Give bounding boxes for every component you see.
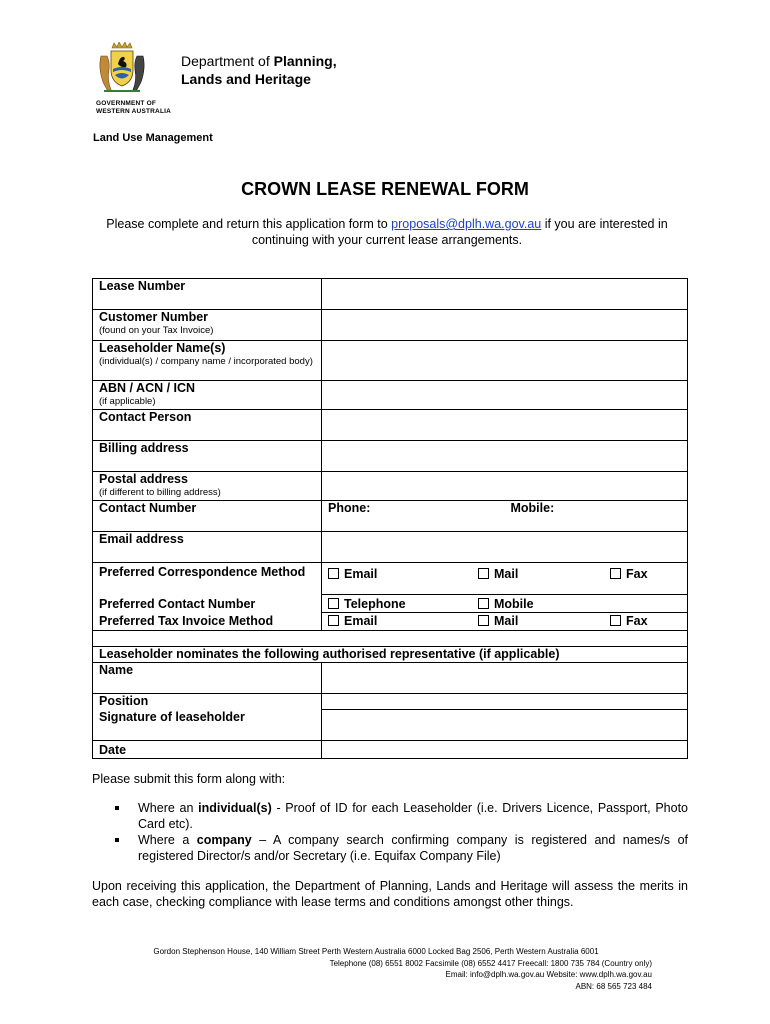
intro-text: Please complete and return this application form to proposals@dplh.wa.gov.au if you are interested in continuing with your current lease arrangements. (106, 217, 668, 247)
footer-abn: ABN: 68 565 723 484 (575, 981, 652, 991)
form-row-contact-person: Contact Person (93, 410, 688, 441)
form-row-pref-correspondence: Preferred Correspondence Method Email Mail Fax (93, 563, 688, 595)
form-row-contact-number: Contact Number Phone: Mobile: (93, 501, 688, 532)
bullet-icon (115, 806, 119, 810)
form-row-spacer (93, 631, 688, 647)
form-row-email-address: Email address (93, 532, 688, 563)
contact-person-field[interactable] (322, 410, 688, 441)
rep-position-field[interactable] (322, 694, 688, 710)
letterhead (94, 42, 494, 122)
form-row-signature: Signature of leaseholder (93, 710, 688, 741)
form-row-leaseholder-names: Leaseholder Name(s) (individual(s) / company name / incorporated body) (93, 341, 688, 381)
invoice-email-checkbox[interactable]: Email (328, 614, 478, 629)
business-unit: Land Use Management (93, 132, 213, 144)
department-name: Department of Planning, Lands and Heritage (181, 53, 337, 87)
mobile-field[interactable]: Mobile: (505, 501, 688, 532)
billing-address-field[interactable] (322, 441, 688, 472)
checkbox-icon (478, 568, 489, 579)
form-row-customer-number: Customer Number (found on your Tax Invoice) (93, 310, 688, 341)
form-row-postal-address: Postal address (if different to billing address) (93, 472, 688, 501)
form-row-billing-address: Billing address (93, 441, 688, 472)
form-row-pref-invoice: Preferred Tax Invoice Method Email Mail Fax (93, 613, 688, 631)
customer-number-field[interactable] (322, 310, 688, 341)
form-row-rep-position: Position (93, 694, 688, 710)
footer-contact: Email: info@dplh.wa.gov.au Website: www.dplh.wa.gov.au (445, 970, 652, 979)
date-field[interactable] (322, 741, 688, 759)
government-caption: GOVERNMENT OF WESTERN AUSTRALIA (96, 100, 172, 115)
form-row-abn: ABN / ACN / ICN (if applicable) (93, 381, 688, 410)
section-heading: Leaseholder nominates the following authorised representative (if applicable) (99, 647, 560, 661)
checkbox-icon (478, 615, 489, 626)
email-address-field[interactable] (322, 532, 688, 563)
checkbox-icon (478, 598, 489, 609)
list-item: Where a company – A company search confirming company is registered and names/s of registered Director/s and/or Secretary (i.e. Equifax Company File) (92, 832, 688, 864)
form-row-date: Date (93, 741, 688, 759)
signature-field[interactable] (322, 710, 688, 741)
checkbox-icon (610, 568, 621, 579)
checkbox-icon (328, 568, 339, 579)
postal-address-field[interactable] (322, 472, 688, 501)
invoice-fax-checkbox[interactable]: Fax (610, 614, 648, 629)
phone-field[interactable]: Phone: (322, 501, 505, 532)
checkbox-icon (328, 598, 339, 609)
form-row-rep-heading (93, 647, 688, 663)
footer (100, 946, 652, 992)
lease-number-field[interactable] (322, 279, 688, 310)
closing-paragraph: Upon receiving this application, the Department of Planning, Lands and Heritage will assess the merits in each case, checking compliance with lease terms and conditions amongst other things. (92, 879, 688, 909)
list-item: Where an individual(s) - Proof of ID for each Leaseholder (i.e. Drivers Licence, Passport, Photo Card etc). (92, 800, 688, 832)
checkbox-icon (610, 615, 621, 626)
form-row-lease-number: Lease Number (93, 279, 688, 310)
form-row-rep-name: Name (93, 663, 688, 694)
corr-fax-checkbox[interactable]: Fax (610, 567, 648, 582)
submit-heading: Please submit this form along with: (92, 772, 286, 786)
footer-address: Gordon Stephenson House, 140 William Street Perth Western Australia 6000 Locked Bag 2506, Perth Western Australia 6001 (153, 947, 599, 956)
form-row-pref-contact: Preferred Contact Number Telephone Mobile (93, 595, 688, 613)
contact-telephone-checkbox[interactable]: Telephone (328, 597, 478, 612)
requirements-list (92, 800, 688, 864)
coat-of-arms-logo (94, 42, 150, 94)
leaseholder-names-field[interactable] (322, 341, 688, 381)
page-title: CROWN LEASE RENEWAL FORM (241, 179, 529, 199)
contact-mobile-checkbox[interactable]: Mobile (478, 597, 534, 612)
invoice-mail-checkbox[interactable]: Mail (478, 614, 610, 629)
bullet-icon (115, 838, 119, 842)
abn-field[interactable] (322, 381, 688, 410)
renewal-form-table (92, 278, 688, 759)
corr-email-checkbox[interactable]: Email (328, 567, 478, 582)
footer-phone: Telephone (08) 6551 8002 Facsimile (08) 6552 4417 Freecall: 1800 735 784 (Country only) (329, 958, 652, 968)
checkbox-icon (328, 615, 339, 626)
rep-name-field[interactable] (322, 663, 688, 694)
corr-mail-checkbox[interactable]: Mail (478, 567, 610, 582)
email-link[interactable]: proposals@dplh.wa.gov.au (391, 217, 542, 231)
